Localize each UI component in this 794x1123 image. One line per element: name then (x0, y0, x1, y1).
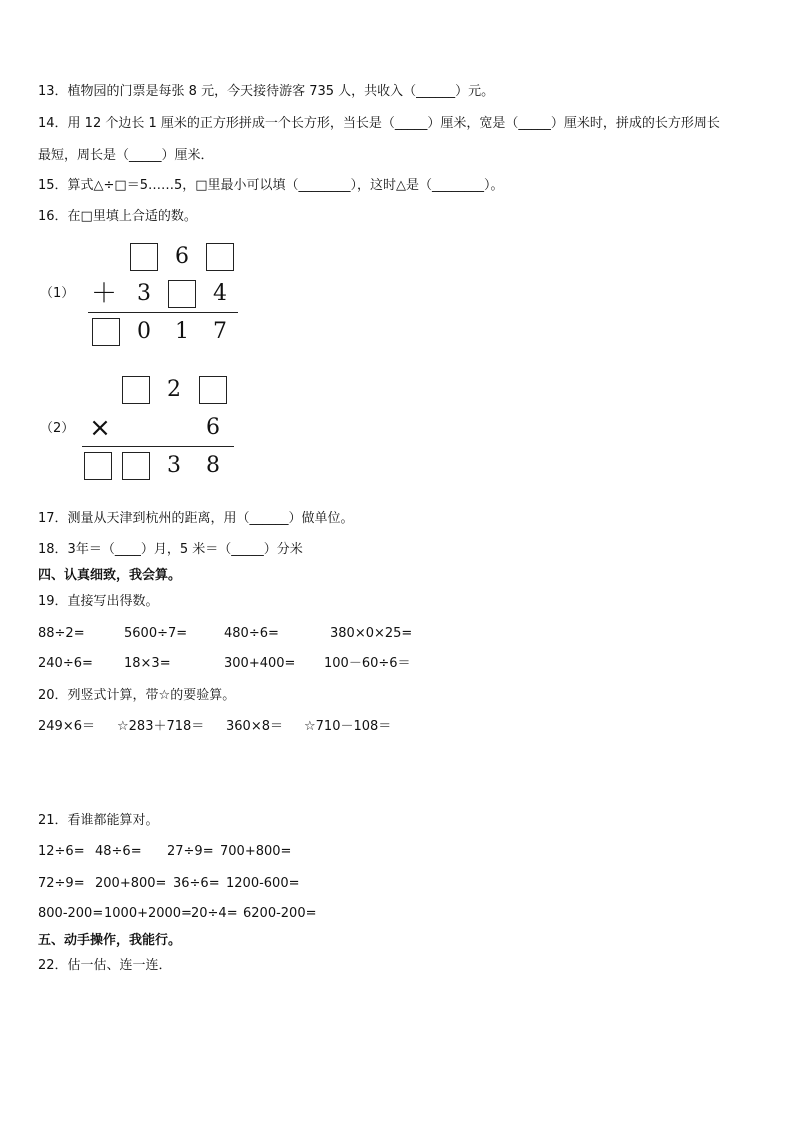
blank-box[interactable] (130, 243, 158, 271)
question-14-line1: 14．用 12 个边长 1 厘米的正方形拼成一个长方形，当长是（_____）厘米，宽是（_____）厘米时，拼成的长方形周长 (38, 116, 720, 131)
digit: 8 (206, 453, 220, 478)
q21-item: 1200-600= (226, 876, 300, 891)
question-16: 16．在□里填上合适的数。 (38, 209, 197, 224)
question-22: 22．估一估、连一连． (38, 958, 172, 973)
puzzle-2-label: （2） (40, 421, 75, 436)
q19-item: 240÷6= (38, 656, 93, 671)
q20-item: 249×6＝ (38, 719, 95, 734)
q20-item: ☆710－108＝ (304, 719, 392, 734)
question-17: 17．测量从天津到杭州的距离，用（______）做单位。 (38, 511, 354, 526)
blank-box[interactable] (122, 452, 150, 480)
digit: 6 (206, 415, 220, 440)
q21-item: 27÷9= (167, 844, 214, 859)
question-21: 21．看谁都能算对。 (38, 813, 159, 828)
digit: 0 (137, 319, 151, 344)
q21-item: 36÷6= (173, 876, 220, 891)
puzzle-1-label: （1） (40, 286, 75, 301)
sum-line (88, 312, 238, 313)
plus-sign: ＋ (90, 279, 117, 309)
question-13: 13．植物园的门票是每张 8 元，今天接待游客 735 人，共收入（______）元。 (38, 84, 495, 99)
q20-item: ☆283＋718＝ (117, 719, 205, 734)
digit: 3 (137, 281, 151, 306)
q21-item: 12÷6= (38, 844, 85, 859)
digit: 3 (167, 453, 181, 478)
q20-item: 360×8＝ (226, 719, 283, 734)
blank-box[interactable] (122, 376, 150, 404)
question-18: 18．3年＝（____）月，5 米＝（_____）分米 (38, 542, 303, 557)
digit: 2 (167, 377, 181, 402)
question-14-line2: 最短，周长是（_____）厘米． (38, 148, 214, 163)
product-line (82, 446, 234, 447)
q21-item: 6200-200= (243, 906, 317, 921)
q19-item: 100－60÷6＝ (324, 656, 411, 671)
digit: 1 (175, 319, 189, 344)
q19-item: 5600÷7= (124, 626, 188, 641)
q21-item: 700+800= (220, 844, 292, 859)
section-5-heading: 五、动手操作，我能行。 (38, 933, 182, 948)
question-15: 15．算式△÷□＝5……5，□里最小可以填（________），这时△是（________）。 (38, 178, 504, 193)
q21-item: 20÷4= (191, 906, 238, 921)
blank-box[interactable] (168, 280, 196, 308)
q21-item: 800-200= (38, 906, 104, 921)
q21-item: 200+800= (95, 876, 167, 891)
q19-item: 300+400= (224, 656, 296, 671)
q19-item: 18×3= (124, 656, 171, 671)
blank-box[interactable] (199, 376, 227, 404)
q19-item: 88÷2= (38, 626, 85, 641)
times-sign: × (89, 413, 111, 443)
blank-box[interactable] (84, 452, 112, 480)
question-20: 20．列竖式计算，带☆的要验算。 (38, 688, 236, 703)
q19-item: 380×0×25= (330, 626, 413, 641)
question-19: 19．直接写出得数。 (38, 594, 159, 609)
q21-item: 48÷6= (95, 844, 142, 859)
digit: 4 (213, 281, 227, 306)
section-4-heading: 四、认真细致，我会算。 (38, 568, 182, 583)
q21-item: 72÷9= (38, 876, 85, 891)
digit: 7 (213, 319, 227, 344)
digit: 6 (175, 244, 189, 269)
blank-box[interactable] (206, 243, 234, 271)
q21-item: 1000+2000= (104, 906, 192, 921)
q19-item: 480÷6= (224, 626, 279, 641)
blank-box[interactable] (92, 318, 120, 346)
